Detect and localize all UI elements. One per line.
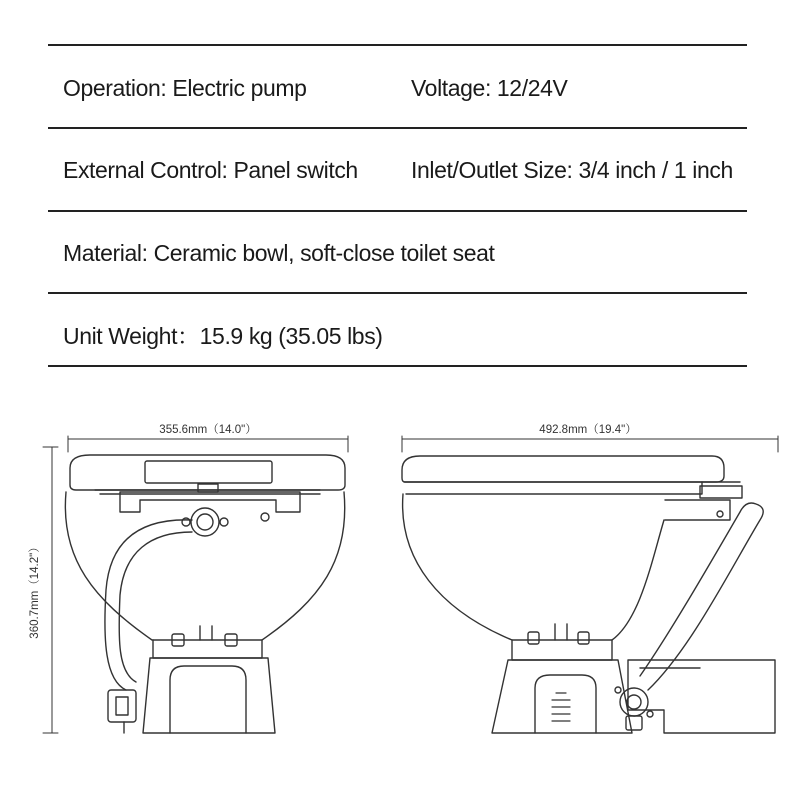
voltage-spec: Voltage: 12/24V bbox=[411, 75, 568, 101]
external-control-spec: External Control: Panel switch bbox=[63, 157, 358, 183]
side-depth-dimension bbox=[402, 436, 778, 452]
height-dimension bbox=[43, 447, 58, 733]
operation-spec: Operation: Electric pump bbox=[63, 75, 307, 101]
pump-housing bbox=[628, 660, 775, 733]
front-view-toilet bbox=[65, 455, 345, 733]
front-width-dimension bbox=[68, 436, 348, 452]
outlet-fitting bbox=[620, 688, 648, 716]
side-base bbox=[512, 640, 612, 660]
front-base bbox=[143, 658, 275, 733]
height-label: 360.7mm（14.2"） bbox=[29, 541, 41, 639]
unit-weight-spec: Unit Weight：15.9 kg (35.05 lbs) bbox=[63, 323, 383, 349]
front-width-label: 355.6mm（14.0"） bbox=[159, 424, 257, 436]
material-spec: Material: Ceramic bowl, soft-close toilet seat bbox=[63, 240, 495, 266]
front-hose bbox=[105, 520, 192, 690]
side-lid bbox=[402, 456, 724, 482]
inlet-fitting bbox=[191, 508, 219, 536]
side-depth-label: 492.8mm（19.4"） bbox=[539, 424, 637, 436]
side-hose bbox=[640, 503, 763, 690]
front-lid bbox=[70, 455, 345, 490]
side-view-toilet bbox=[402, 456, 775, 733]
vent-slots bbox=[552, 693, 570, 721]
side-bowl bbox=[403, 494, 664, 640]
inlet-outlet-spec: Inlet/Outlet Size: 3/4 inch / 1 inch bbox=[411, 157, 733, 183]
